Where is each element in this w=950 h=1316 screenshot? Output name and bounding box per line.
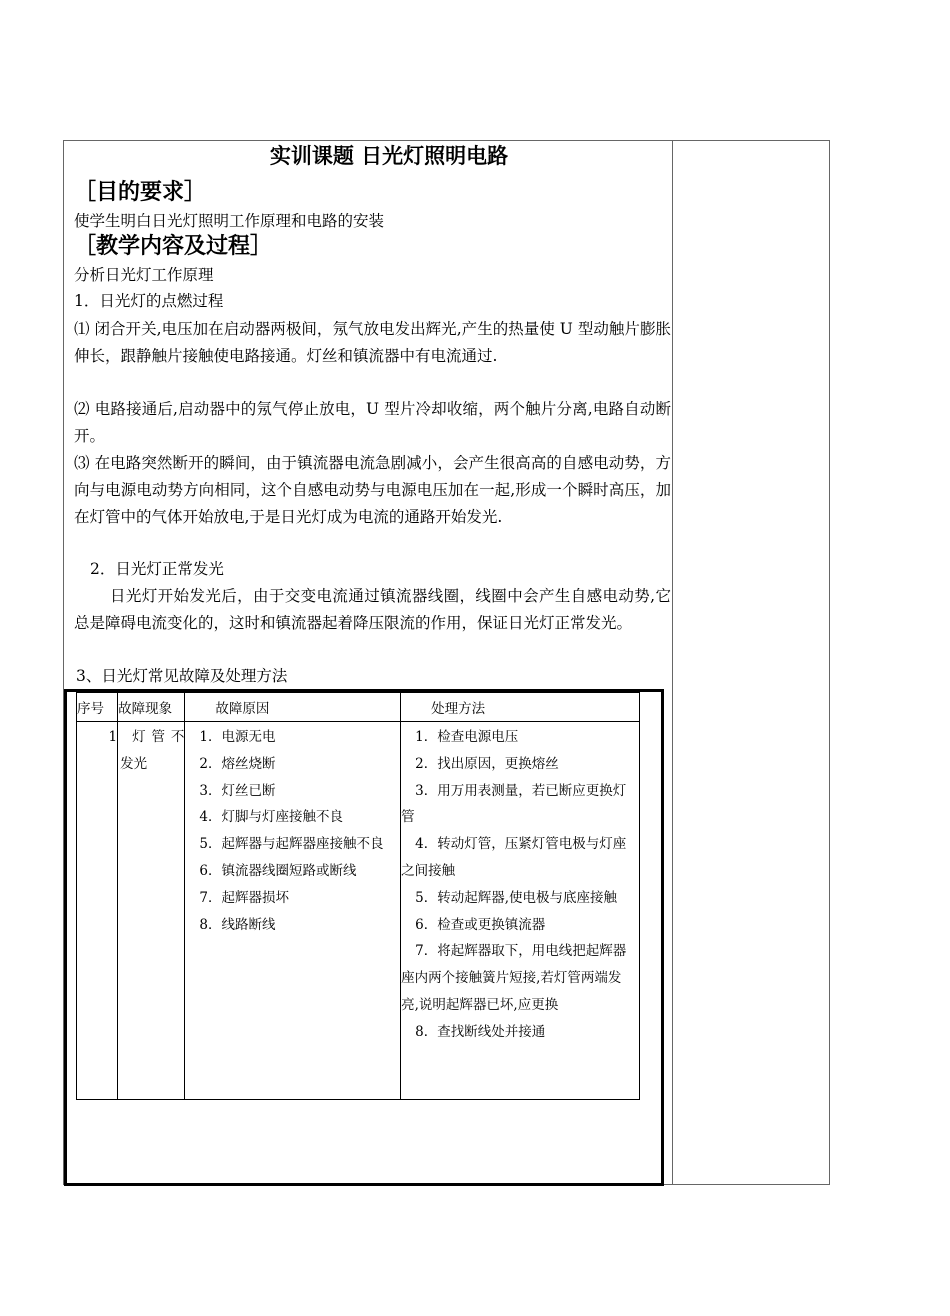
paragraph-2: ⑵ 电路接通后,启动器中的氖气停止放电，U 型片冷却收缩，两个触片分离,电路自动断开。 (74, 400, 671, 445)
cause-item: 2．熔丝烧断 (199, 755, 276, 772)
cause-item: 8．线路断线 (199, 916, 276, 933)
row-no (77, 722, 118, 1100)
objectives-text: 使学生明白日光灯照明工作原理和电路的安装 (74, 212, 385, 230)
paragraph-4: 日光灯开始发光后，由于交变电流通过镇流器线圈，线圈中会产生自感电动势,它总是障碍电流变化的，这时和镇流器起着降压限流的作用，保证日光灯正常发光。 (74, 587, 671, 632)
column-divider (672, 140, 673, 1185)
cause-item: 4．灯脚与灯座接触不良 (199, 809, 343, 826)
row-causes (185, 722, 401, 1100)
table-header-row (77, 693, 640, 722)
row-symptom-text: 灯 管 不发光 (120, 729, 185, 772)
paragraph-3: ⑶ 在电路突然断开的瞬间，由于镇流器电流急剧减小，会产生很高高的自感电动势，方向与电源电动势方向相同，这个自感电动势与电源电压加在一起,形成一个瞬时高压，加在灯管中的气体开始放电,于是日光灯成为电流的通路开始发光. (74, 454, 671, 526)
row-no-text: 1 (108, 729, 118, 745)
page-title: 实训课题 日光灯照明电路 (269, 144, 509, 168)
content-heading: ［教学内容及过程］ (74, 234, 273, 259)
content-intro: 分析日光灯工作原理 (74, 266, 214, 284)
objectives-heading: ［目的要求］ (74, 180, 207, 205)
remedy-item: 1．检查电源电压 (415, 729, 519, 745)
cause-item: 1．电源无电 (199, 729, 276, 745)
remedy-item: 2．找出原因，更换熔丝 (415, 755, 559, 772)
item3-title: 3、日光灯常见故障及处理方法 (76, 667, 288, 685)
remedy-item: 8．查找断线处并接通 (415, 1023, 546, 1040)
cause-item: 5．起辉器与起辉器座接触不良 (199, 836, 384, 853)
cause-item: 3．灯丝已断 (199, 782, 276, 799)
header-cause: 故障原因 (185, 693, 401, 722)
remedy-item: 7．将起辉器取下，用电线把起辉器座内两个接触簧片短接,若灯管两端发亮,说明起辉器已坏,应更换 (401, 943, 627, 1013)
header-symptom: 故障现象 (118, 693, 185, 722)
remedy-item: 3．用万用表测量，若已断应更换灯管 (401, 782, 627, 826)
item1-title: 1．日光灯的点燃过程 (74, 292, 224, 310)
fault-table (76, 692, 640, 1100)
item2-title: 2．日光灯正常发光 (90, 560, 224, 578)
paragraph-1: ⑴ 闭合开关,电压加在启动器两极间，氖气放电发出辉光,产生的热量使 U 型动触片膨胀伸长，跟静触片接触使电路接通。灯丝和镇流器中有电流通过. (74, 320, 671, 365)
row-remedies (401, 722, 640, 1100)
header-remedy: 处理方法 (401, 693, 640, 722)
remedy-item: 4．转动灯管，压紧灯管电极与灯座之间接触 (401, 836, 627, 879)
cause-item: 6．镇流器线圈短路或断线 (199, 862, 357, 879)
table-row (77, 722, 640, 1100)
row-symptom (118, 722, 185, 1100)
remedy-item: 5．转动起辉器,使电极与底座接触 (415, 889, 618, 906)
cause-item: 7．起辉器损坏 (199, 889, 289, 906)
header-no: 序号 (77, 693, 118, 722)
remedy-item: 6．检查或更换镇流器 (415, 916, 546, 933)
